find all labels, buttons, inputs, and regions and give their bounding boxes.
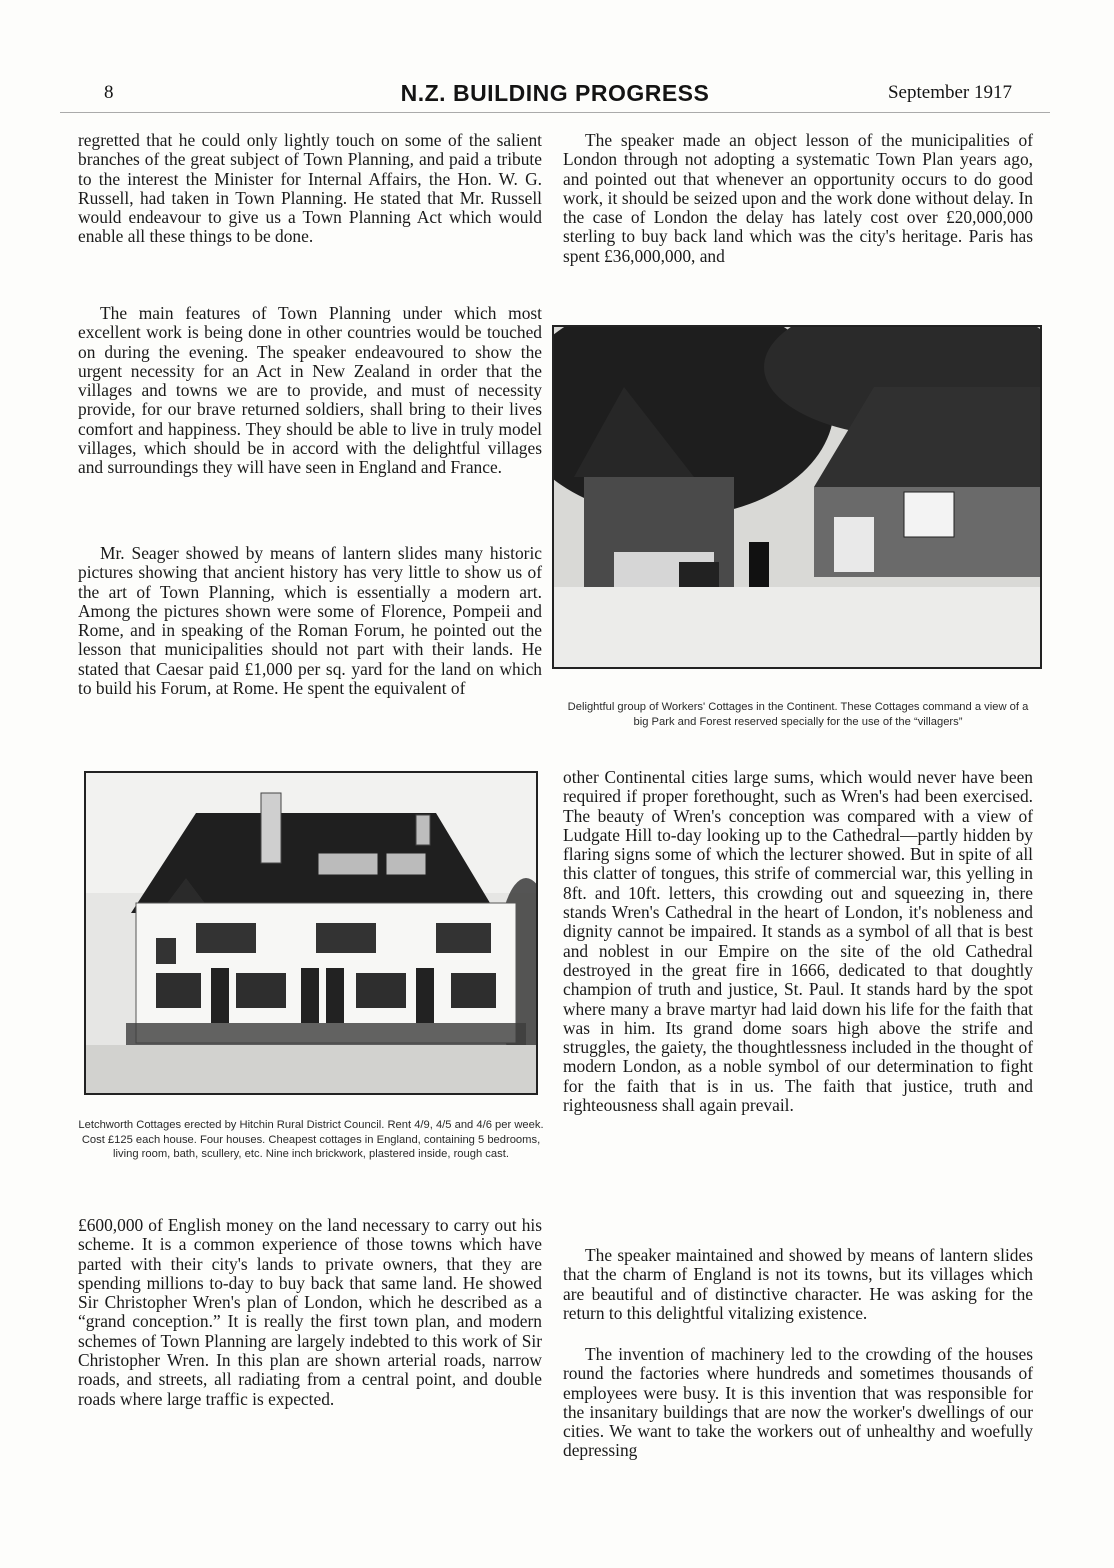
right-paragraph-1: The speaker made an object lesson of the municipalities of London through not adopting a systematic Town Plan years ago, and pointed out that whenever an opportunity occurs to do good work, it should be seized upon and the work done without delay. In the case of London the delay has lately cost over £20,000,000 sterling to buy back land which was the city's heritage. Paris has spent £36,000,000, and	[563, 130, 1033, 266]
cottage-illustration	[86, 773, 536, 1093]
publication-title: N.Z. BUILDING PROGRESS	[400, 80, 710, 106]
continental-illustration	[554, 327, 1040, 667]
letchworth-cottages-photo	[84, 771, 538, 1095]
letchworth-caption: Letchworth Cottages erected by Hitchin Rural District Council. Rent 4/9, 4/5 and 4/6 per week. Cost £125 each house. Four houses. Cheapest cottages in England, containing 5 bedrooms, living room, bath, scullery, etc. Nine inch brickwork, plastered inside, rough cast.	[78, 1119, 544, 1161]
left-paragraph-2: The main features of Town Planning under which most excellent work is being done in other countries would be touched on during the evening. The speaker endeavoured to show the urgent necessity for an Act in New Zealand in order that the villages and towns we are to provide, and must of necessity provide, for our brave returned soldiers, shall bring to their lives comfort and happiness. They should be able to live in truly model villages, which should be in accord with the delightful villages and surroundings they will have seen in England and France.	[78, 303, 542, 478]
right-paragraph-4: The invention of machinery led to the crowding of the houses round the factories where hundreds and sometimes thousands of employees were busy. It is this invention that was responsible for the insanitary buildings that are now the worker's dwellings of our cities. We want to take the workers out of unhealthy and woefully depressing	[563, 1344, 1033, 1461]
continental-caption: Delightful group of Workers' Cottages in the Continent. These Cottages command a view of a big Park and Forest reserved specially for the use of the “villagers”	[567, 701, 1029, 728]
left-paragraph-1: regretted that he could only lightly touch on some of the salient branches of the great subject of Town Planning, and paid a tribute to the interest the Minister for Internal Affairs, the Hon. W. G. Russell, had taken in Town Planning. He stated that Mr. Russell would endeavour to give us a Town Planning Act which would enable all these things to be done.	[78, 130, 542, 247]
right-paragraph-2: other Continental cities large sums, which would never have been required if proper forethought, such as Wren's had been exercised. The beauty of Wren's conception was compared with a view of Ludgate Hill to-day looking up to the Cathedral—partly hidden by flaring signs some of which the lecturer showed. But in spite of all this clatter of tongues, this strife of commercial war, this yelling in 8ft. and 10ft. letters, this crowding out and squeezing in, there stands Wren's Cathedral in the heart of London, it's nobleness and dignity cannot be impaired. It stands as a symbol of all that is best and noblest in our Empire on the site of the old Cathedral destroyed in the great fire in 1666, dedicated to that doughtly champion of truth and justice, St. Paul. It stands hard by the spot where many a brave martyr had laid down his life for the faith that was in him. Its grand dome soars high above the strife and struggles, the gaiety, the thoughtlessness included in the thought of modern London, as a noble symbol of our determination to fight for the faith that is in us. The faith that justice, truth and righteousness shall again prevail.	[563, 767, 1033, 1116]
left-paragraph-4: £600,000 of English money on the land necessary to carry out his scheme. It is a common experience of those towns which have parted with their city's lands to private owners, that they are spending millions to-day to buy back that same land. He showed Sir Christopher Wren's plan of London, which he described as a “grand conception.” It is really the first town plan, and modern schemes of Town Planning are largely indebted to this work of Sir Christopher Wren. In this plan are shown arterial roads, narrow roads, and streets, all radiating from a central point, and double roads where large traffic is expected.	[78, 1215, 542, 1409]
page-header	[60, 78, 1050, 113]
issue-date: September 1917	[887, 82, 1012, 103]
page-number: 8	[104, 82, 114, 103]
left-paragraph-3: Mr. Seager showed by means of lantern slides many historic pictures showing that ancient history has very little to show us of the art of Town Planning, which is essentially a modern art. Among the pictures shown were some of Florence, Pompeii and Rome, and in speaking of the Roman Forum, he pointed out the lesson that municipalities should not part with their lands. He stated that Caesar paid £1,000 per sq. yard for the land on which to build his Forum, at Rome. He spent the equivalent of	[78, 543, 542, 699]
right-paragraph-3: The speaker maintained and showed by means of lantern slides that the charm of England is not its towns, but its villages which are beautiful and of distinctive character. He was asking for the return to this delightful vitalizing existence.	[563, 1245, 1033, 1323]
continental-cottages-photo	[552, 325, 1042, 669]
